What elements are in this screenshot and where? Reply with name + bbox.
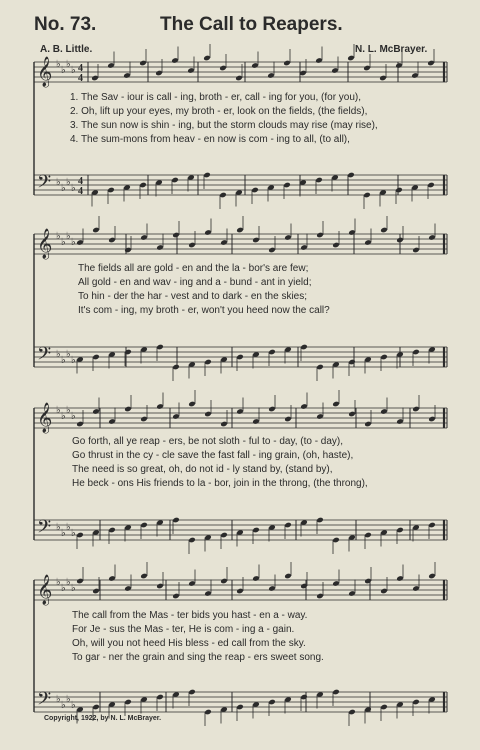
flat-icon: ♭ [61, 700, 66, 711]
verse-line: Oh, will you not heed His bless - ed call from the sky. [72, 638, 306, 649]
flat-icon: ♭ [71, 355, 76, 366]
bass-clef-icon: 𝄢 [37, 344, 52, 369]
flat-icon: ♭ [61, 183, 66, 194]
flat-icon: ♭ [71, 65, 76, 76]
time-signature: 4 [78, 73, 83, 84]
verse-line: 2. Oh, lift up your eyes, my broth - er, look on the fields, (the fields), [70, 106, 368, 117]
treble-clef-icon: 𝄞 [37, 403, 53, 433]
copyright-notice: Copyright, 1922, by N. L. McBrayer. [44, 715, 162, 722]
flat-icon: ♭ [61, 355, 66, 366]
flat-icon: ♭ [61, 237, 66, 248]
flat-icon: ♭ [66, 522, 71, 533]
verse-line: He beck - ons His friends to la - bor, join in the throng, (the throng), [72, 478, 368, 489]
flat-icon: ♭ [71, 700, 76, 711]
flat-icon: ♭ [61, 583, 66, 594]
verse-line: 1. The Sav - iour is call - ing, broth - er, call - ing for you, (for you), [70, 92, 362, 103]
flat-icon: ♭ [56, 177, 61, 188]
verse-line: All gold - en and wav - ing and a - bund - ant in yield; [78, 277, 312, 288]
verse-line: The need is so great, oh, do not id - ly stand by, (stand by), [72, 464, 333, 475]
flat-icon: ♭ [66, 177, 71, 188]
verse-line: 4. The sum-mons from heav - en now is com - ing to all, (to all), [70, 134, 350, 145]
verse-line: Go forth, all ye reap - ers, be not sloth - ful to - day, (to - day), [72, 436, 344, 447]
hymn-title: The Call to Reapers. [160, 14, 343, 35]
flat-icon: ♭ [56, 577, 61, 588]
verse-line: To hin - der the har - vest and to dark - en the skies; [78, 291, 308, 302]
flat-icon: ♭ [66, 694, 71, 705]
flat-icon: ♭ [66, 231, 71, 242]
bass-clef-icon: 𝄢 [37, 689, 52, 714]
treble-clef-icon: 𝄞 [37, 575, 53, 605]
verse-line: To gar - ner the grain and sing the reap - ers sweet song. [72, 652, 324, 663]
flat-icon: ♭ [66, 349, 71, 360]
flat-icon: ♭ [56, 694, 61, 705]
time-signature: 4 [78, 176, 83, 187]
flat-icon: ♭ [61, 528, 66, 539]
lyricist-credit: A. B. Little. [40, 44, 93, 55]
flat-icon: ♭ [71, 237, 76, 248]
verse-line: The fields all are gold - en and the la - bor's are few; [78, 263, 309, 274]
flat-icon: ♭ [66, 59, 71, 70]
flat-icon: ♭ [61, 65, 66, 76]
flat-icon: ♭ [66, 405, 71, 416]
flat-icon: ♭ [61, 411, 66, 422]
flat-icon: ♭ [66, 577, 71, 588]
flat-icon: ♭ [71, 411, 76, 422]
flat-icon: ♭ [71, 528, 76, 539]
hymn-number: No. 73. [34, 14, 97, 35]
flat-icon: ♭ [56, 231, 61, 242]
flat-icon: ♭ [56, 59, 61, 70]
verse-line: The call from the Mas - ter bids you hast - en a - way. [72, 610, 308, 621]
composer-credit: N. L. McBrayer. [355, 44, 428, 55]
treble-clef-icon: 𝄞 [37, 57, 53, 87]
bass-clef-icon: 𝄢 [37, 517, 52, 542]
time-signature: 4 [78, 63, 83, 74]
flat-icon: ♭ [71, 183, 76, 194]
time-signature: 4 [78, 186, 83, 197]
verse-line: It's com - ing, my broth - er, won't you heed now the call? [78, 305, 330, 316]
flat-icon: ♭ [56, 405, 61, 416]
verse-line: For Je - sus the Mas - ter, He is com - ing a - gain. [72, 624, 295, 635]
verse-line: 3. The sun now is shin - ing, but the storm clouds may rise (may rise), [70, 120, 378, 131]
flat-icon: ♭ [56, 349, 61, 360]
verse-line: Go thrust in the cy - cle save the fast fall - ing grain, (oh, haste), [72, 450, 354, 461]
treble-clef-icon: 𝄞 [37, 229, 53, 259]
bass-clef-icon: 𝄢 [37, 172, 52, 197]
flat-icon: ♭ [56, 522, 61, 533]
flat-icon: ♭ [71, 583, 76, 594]
